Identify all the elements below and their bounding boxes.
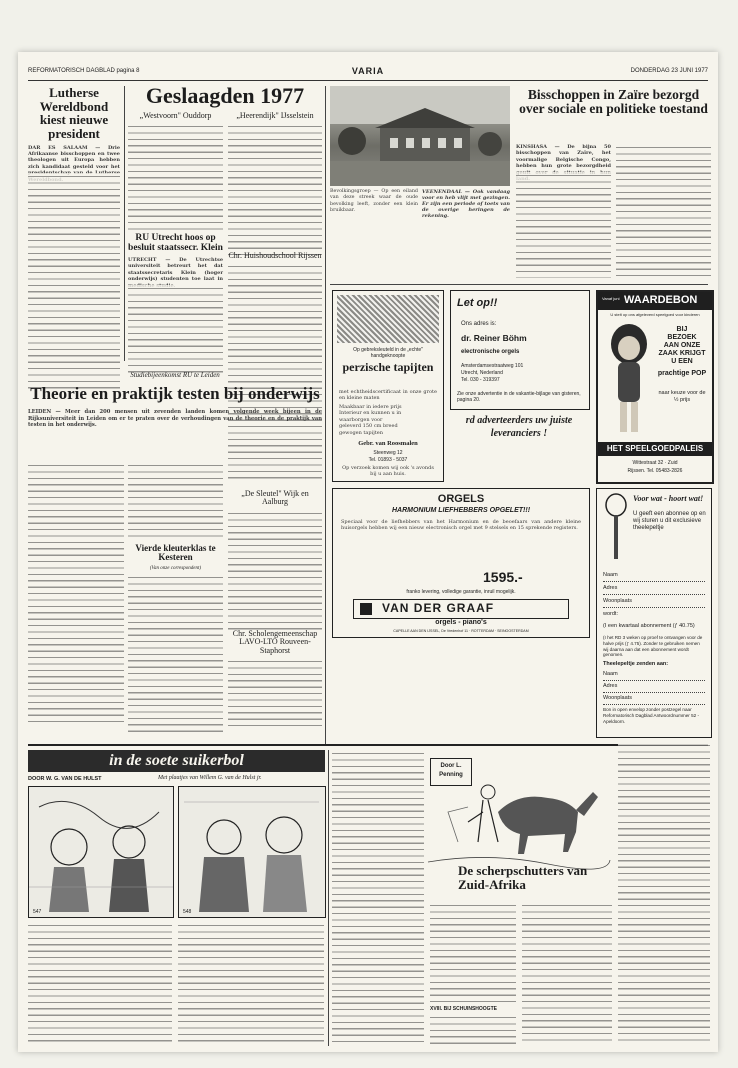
article-huishoudschool <box>228 252 322 481</box>
ad-title: perzische tapijten <box>342 360 434 374</box>
article-body <box>128 123 223 233</box>
article-lead: KINSHASA — De bijna 50 bisschoppen van Zaïre, het voormalige Belgische Congo, hebben hun grote bezorgdheid <box>516 144 611 170</box>
ad-subtitle: HARMONIUM LIEFHEBBERS OPGELET!!! <box>391 507 531 514</box>
send-address-field[interactable]: Adres <box>603 681 705 693</box>
form-city-field[interactable]: Woonplaats <box>603 595 705 608</box>
ad-note: Zie onze advertentie in de vakantie-bijlage van gisteren, pagina 20. <box>457 391 581 403</box>
ad-address: Wittestraat 32 · Zuid <box>632 460 678 466</box>
article-body <box>228 510 322 630</box>
serial-col-3 <box>522 902 612 1044</box>
serial-author-box <box>430 758 472 786</box>
spoon-image <box>601 493 631 563</box>
column-rule <box>325 86 326 746</box>
header-publication: REFORMATORISCH DAGBLAD pagina 8 <box>28 68 140 74</box>
article-geslaagden <box>128 84 322 107</box>
article-title: Geslaagden 1977 <box>145 83 305 108</box>
article-theorie <box>28 372 322 443</box>
photo-caption-left: Bevolkingsgroep — Op een eiland van deze streek waar de oude bevolking leeft, zonder een klein bruikbaar. <box>330 189 418 214</box>
article-body <box>516 172 611 278</box>
article-title: RU Utrecht hoos op besluit staatssecr. Klein <box>128 233 223 253</box>
school-title: Chr. Scholengemeenschap LAVO-LTO Rouveen-Staphorst <box>232 629 318 655</box>
article-title: Bisschoppen in Zaïre bezorgd over sociale en politieke toestand <box>519 87 708 117</box>
spoon-icon <box>601 493 631 563</box>
comic-illustration <box>179 787 325 917</box>
column-rule <box>124 86 125 361</box>
comic-number: 547 <box>33 909 42 915</box>
article-title: Lutherse Wereldbond kiest nieuwe president <box>39 85 109 141</box>
ad-label: Ons adres is: <box>461 321 497 327</box>
article-body <box>128 285 223 377</box>
article-kicker: Studiebijeenkomst RU te Leiden <box>130 371 220 379</box>
ad-note: franko levering, volledige garantie, inruil mogelijk. <box>406 589 516 595</box>
form-envelope-note: Bon in open envelop zonder postzegel naar Reformatorisch Dagblad Antwoordnummer 52 - Apeldoorn. <box>603 707 700 724</box>
ad-brand-box <box>353 599 569 619</box>
ad-note: Op verzoek komen wij ook 's avonds bij u aan huis. <box>342 465 434 478</box>
column-rule <box>328 750 329 1046</box>
article-title: Theorie en praktijk testen bij onderwijs <box>30 384 320 404</box>
ad-body: U geeft een abonnee op en wij sturen u dit exclusieve theelepeltje <box>633 511 706 531</box>
doll-image <box>604 322 654 440</box>
ad-price: 1595.- <box>483 569 523 585</box>
ad-letop <box>450 290 590 410</box>
geslaagden-col-a <box>128 112 223 233</box>
page-header <box>28 66 708 80</box>
article-ru-utrecht <box>128 234 223 377</box>
article-body <box>28 462 124 724</box>
ad-name: dr. Reiner Böhm <box>461 333 527 343</box>
article-lutherse <box>28 86 120 391</box>
ad-company: Gebr. van Roosmalen <box>358 440 418 447</box>
ad-title: Voor wat - hoort wat! <box>633 494 704 503</box>
send-city-field[interactable]: Woonplaats <box>603 693 705 705</box>
form-name-field[interactable]: Naam <box>603 569 705 582</box>
photo-caption-right: VEENENDAAL — Ook vandaag voor en heb vlijt met gezingen. Er zijn een periode of toets van de overige heringen de rekening. <box>422 189 510 219</box>
send-form <box>603 669 705 705</box>
comic-panel-1 <box>28 786 174 918</box>
ad-waardebon <box>596 290 714 484</box>
serial-author: Door L. Penning <box>439 763 463 778</box>
ad-address: Amsterdamsestraatweg 101 <box>461 363 524 369</box>
school-title: „Westvoorn" Ouddorp <box>139 111 212 120</box>
article-title: Vierde kleuterklas te Kesteren <box>135 543 216 563</box>
ad-footer: CAPELLE AAN DEN IJSSEL, De Vredenhof 11 · ROTTERDAM · SEINOOSTERDAM <box>393 629 529 633</box>
ad-list: Maakbaar in iedere prijs Interieur en kunnen u in waarborgen voor geleverd 150 cm breed gewogen tapijten <box>339 404 402 436</box>
comic-title: in de soete suikerbol <box>109 752 244 769</box>
article-lead: UTRECHT — De Utrechtse universiteit betreurt het dat staatssecretaris Klein (hoger onderwijs) studenten toe laat in <box>128 256 223 283</box>
comic-text-2 <box>178 922 324 1042</box>
comic-illustration <box>29 787 173 917</box>
article-bisschoppen <box>516 88 711 116</box>
article-lto <box>228 630 322 728</box>
brand-logo-icon <box>360 603 372 615</box>
article-body <box>228 123 322 258</box>
serial-col-1 <box>332 750 424 1044</box>
ad-city: Utrecht, Nederland <box>461 370 503 376</box>
ad-rd-adverteerders <box>450 414 588 480</box>
comic-author: DOOR W. G. VAN DE HULST <box>28 776 102 782</box>
ad-title: rd adverteerders uw juiste leveranciers ! <box>465 415 573 439</box>
ad-title: ORGELS <box>437 493 485 505</box>
article-lead: LEIDEN — Meer dan 200 mensen uit zevenden landen komen volgende week bijeen in de Rijksuniversiteit in Leiden om er te praten over de verhoudingen van de theorie en de praktijk van testen in het onderwijs. <box>28 409 322 428</box>
ad-tapijten <box>332 290 444 482</box>
ad-brand: VAN DER GRAAF <box>382 601 495 615</box>
article-sleutel <box>228 490 322 630</box>
geslaagden-col-b <box>228 112 322 258</box>
form-option-quarter[interactable]: (I een kwartaal abonnement (ƒ 40.75) <box>603 623 695 629</box>
ad-city: Rijssen. Tel. 05483-2826 <box>627 468 683 474</box>
header-section: VARIA <box>351 66 385 76</box>
ad-gift: prachtige POP <box>657 370 707 377</box>
ad-phone: Tel. 030 - 319397 <box>461 377 500 383</box>
school-title: „Heerendijk" IJsselstein <box>236 111 314 120</box>
article-body <box>128 574 223 734</box>
school-title: Chr. Huishoudschool Rijssen <box>228 251 322 260</box>
ad-orgels <box>332 488 590 638</box>
school-title: „De Sleutel" Wijk en Aalburg <box>241 489 309 507</box>
ad-logo: Vanaf juni <box>602 296 620 301</box>
building-illustration <box>330 86 510 186</box>
serial-col-2 <box>430 902 516 1002</box>
bisschoppen-col-b <box>616 144 711 278</box>
order-form <box>603 569 705 632</box>
ad-address: Steenweg 12 <box>373 450 403 456</box>
header-date: DONDERDAG 23 JUNI 1977 <box>630 68 708 74</box>
comic-panel-2 <box>178 786 326 918</box>
form-label: wordt: <box>603 611 618 617</box>
ad-body: met echtheidscertificaat in onze grote en kleine maten <box>339 389 437 402</box>
serial-col-4 <box>618 742 710 1044</box>
comic-credit: Met plaatjes van Willem G. van de Hulst jr. <box>158 775 262 781</box>
ad-phone: Tel. 01893 - 5037 <box>368 457 408 463</box>
article-kleuterklas <box>128 544 223 734</box>
header-rule <box>28 80 708 81</box>
ad-intro: Op gebreksleuteld in de „echte" handgeknoopte <box>353 347 423 359</box>
article-byline: (Van onze correspondent) <box>149 565 202 571</box>
article-body <box>128 462 223 540</box>
ad-gift-price: naar keuze voor de ½ prijs <box>658 390 706 403</box>
serial-chapter: XVIII. BIJ SCHUINSHOOGTE <box>430 1006 497 1012</box>
serial-title: De scherpschutters van Zuid-Afrika <box>458 863 588 892</box>
send-name-field[interactable]: Naam <box>603 669 705 681</box>
landscape-photo <box>330 86 510 186</box>
ad-brand-sub: orgels - piano's <box>435 619 487 626</box>
article-body <box>228 658 322 728</box>
ad-promo: BIJ BEZOEK AAN ONZE ZAAK KRIJGT U EEN <box>658 326 706 365</box>
serial-col-2b <box>430 1014 516 1044</box>
comic-text-1 <box>28 922 172 1042</box>
ad-company: electronische orgels <box>461 349 520 355</box>
ad-title: WAARDEBON <box>624 294 698 306</box>
ad-title: Let op!! <box>457 297 498 309</box>
form-address-field[interactable]: Adres <box>603 582 705 595</box>
rug-pattern <box>337 295 439 343</box>
form-send-label: Theelepeltje zenden aan: <box>603 661 669 667</box>
doll-icon <box>604 322 654 440</box>
newspaper-page <box>18 52 718 1052</box>
ad-tagline: U stelt op ons afgeleverd speelgoed voor kinderen <box>610 312 700 317</box>
form-option-trial[interactable]: (I het RD 3 weken op proef te ontvangen voor de halve prijs (ƒ 4.75). Zonder te gebruiken nemen wij daarna aan dat een abonnement wordt genomen. <box>603 635 703 658</box>
bisschoppen-col-a <box>516 144 611 278</box>
comic-banner <box>28 750 325 772</box>
article-lead: DAR ES SALAAM — Drie Afrikaanse bisschoppen en twee theologen uit Europa hebben zich kandidaat gesteld voor het <box>28 144 120 170</box>
section-rule <box>28 744 708 746</box>
article-body <box>28 173 120 391</box>
section-rule <box>330 284 708 285</box>
ad-voorwat <box>596 488 712 738</box>
comic-number: 548 <box>183 909 192 915</box>
ad-body: Speciaal voor de liefhebbers van het Harmonium en de beoefaars van andere kleine huisorgels hebben wij een nieuw electronisch orgel met 9 stelsels en 15 sprekende registers. <box>341 519 581 532</box>
ad-store: HET SPEELGOEDPALEIS <box>606 444 704 453</box>
